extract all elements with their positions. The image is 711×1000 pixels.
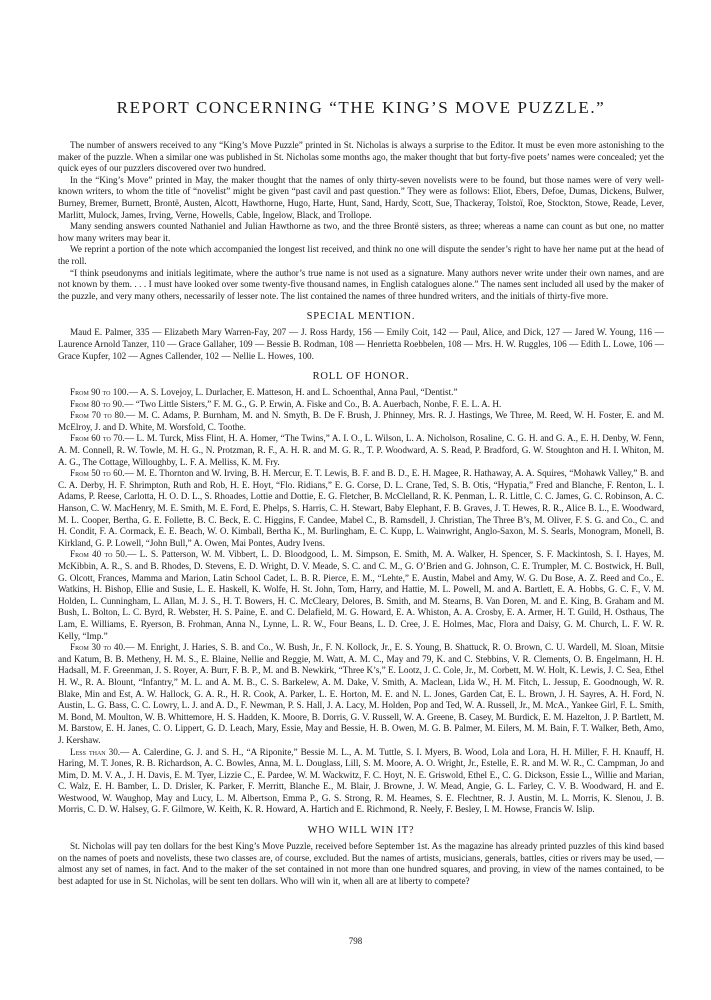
intro-paragraph-3: Many sending answers counted Nathaniel and Julian Hawthorne as two, and the three Brontë sisters, as three; whereas a name can count as but one, no matter how many writers may bear it. bbox=[58, 221, 664, 243]
roll-group-label: From 60 to 70. bbox=[70, 433, 125, 444]
page bbox=[58, 98, 664, 887]
special-mention-heading: SPECIAL MENTION. bbox=[306, 311, 416, 323]
roll-group bbox=[58, 387, 664, 399]
roll-group-label: Less than 30. bbox=[70, 746, 121, 757]
intro-paragraph-4: We reprint a portion of the note which accompanied the longest list received, and think no one will dispute the sender’s right to have her name put at the head of the roll. bbox=[58, 244, 664, 266]
roll-group bbox=[58, 433, 664, 468]
who-will-win-text: St. Nicholas will pay ten dollars for the best King’s Move Puzzle, received before September 1st. As the magazine has already printed puzzles of this kind based on the names of poets and novelists, these two classes are, of course, excluded. But the names of artists, musicians, generals, battles, cities or rivers may be used, — almost any set of names, in fact. And to the maker of the set contained in not more than one hundred squares, and proving, in view of the names contained, to be best adapted for use in St. Nicholas, will be sent ten dollars. Who will win it, when all are at liberty to compete? bbox=[58, 841, 664, 886]
roll-group bbox=[58, 468, 664, 549]
roll-group bbox=[58, 410, 664, 433]
roll-group bbox=[58, 642, 664, 746]
page-number: 798 bbox=[348, 936, 363, 946]
roll-group-text: — L. M. Turck, Miss Flint, H. A. Homer, “The Twins,” A. I. O., L. Wilson, L. A. Nicholson, Rosaline, C. G. H. and G. A., E. H. Denby, W. Fenn, A. M. Connell, R. W. Towle, M. H. G., N. Protzman, R. F., A. H. R. and M. G. R., T. P. Woodward, A. S. Read, P. Bradford, G. W. Stoughton and H. I. Whiton, M. A. G., The Cottage, Willoughby, L. F. A. Melliss, K. M. Fry. bbox=[58, 433, 665, 467]
special-mention-text: Maud E. Palmer, 335 — Elizabeth Mary Warren-Fay, 207 — J. Ross Hardy, 156 — Emily Coit, 142 — Paul, Alice, and Dick, 127 — Jared W. Young, 116 — Laurence Arnold Tanzer, 110 — Grace Gallaher, 109 — Bessie B. Rodman, 108 — Henrietta Roebbelen, 108 — Mrs. H. W. Ruggles, 106 — Edith L. Lowe, 106 — Grace Kupfer, 102 — Agnes Callender, 102 — Nellie L. Howes, 100. bbox=[58, 327, 664, 361]
roll-group-text: — A. S. Lovejoy, L. Durlacher, E. Matteson, H. and L. Schoenthal, Anna Paul, “Dentist.” bbox=[128, 387, 458, 398]
roll-group-label: From 30 to 40. bbox=[70, 642, 126, 653]
intro-section bbox=[58, 140, 664, 302]
roll-group-text: — M. Enright, J. Haries, S. B. and Co., W. Bush, Jr., F. N. Kollock, Jr., E. S. Young, B. Shattuck, R. O. Brown, C. U. Wardell, M. Sloan, Mitsie and Katum, B. B. Metheny, H. M. S., E. Blaine, Nellie and Reggie, M. Watt, A. M. C., May and 79, K. and C. Stebbins, V. R. Clements, O. B. Engelmann, H. H. Hadsall, M. F. Greenman, J. S. Royer, A. Burr, F. B. P., M. and B. Newkirk, “Three K’s,” E. Lootz, J. C. Cole, Jr., M. Corbett, M. W. Holt, K. Lewis, J. C. Sea, Ethel H. W., R. A. Blount, “Infantry,” M. L. and A. M. B., C. S. Barkelew, A. M. Dake, V. Smith, A. Maclean, Lida W., H. M. Fitch, L. Jessup, E. Goodnough, W. R. Blake, Min and Est, A. W. Hallock, G. A. R., H. R. Cook, A. Parker, L. E. Horton, M. E. and N. L. Jones, Garden Cat, E. L. Brown, J. H. Sayres, A. H. Ford, N. Austin, L. G. Bass, C. C. Lowry, L. J. and A. D., F. Newman, P. S. Hall, J. A. Lacy, M. Holden, Pop and Ted, W. A. Russell, Jr., M. McA., Yankee Girl, F. L. Smith, M. Bond, M. Moulton, W. B. Whittemore, H. S. Hadden, K. Moore, B. Dorris, G. V. Russell, W. A. Greene, B. Casey, M. Burdick, E. M. Hazelton, J. P. Bartlett, M. M. Barstow, E. H. Janes, C. O. Lippert, G. D. Leach, Mary, Essie, May and Bessie, H. B. Owen, M. G. B. Palmer, M. Eilers, M. M. Bain, F. T. Walker, Beth, Amo, J. Kershaw. bbox=[58, 642, 665, 745]
roll-group-text: — A. Calerdine, G. J. and S. H., “A Riponite,” Bessie M. L., A. M. Tuttle, S. I. Myers, B. Wood, Lola and Lora, H. H. Miller, F. H. Knauff, H. Haring, M. T. Jones, R. B. Richardson, A. C. Bowles, Anna, M. L. Douglass, Lill, S. M. Moore, A. O. Wright, Jr., Estelle, E. R. and M. W. R., C. Campman, Jo and Mim, D. M. V. A., J. H. Davis, E. M. Tyer, Lizzie C., E. Pardee, W. M. Wackwitz, F. C. Hoyt, N. E. Griswold, Ethel E., C. G. Dickson, Essie L., Willie and Marian, C. Walz, E. H. Bamber, L. D. Drisler, K. Parker, F. Merritt, Blanche E., M. Blair, J. Browne, J. W. Mead, Angie, G. L. Farley, C. V. B. Woodward, H. and E. Westwood, W. Waughop, May and Lucy, L. M. Albertson, Emma P., G. S. Strong, R. M. Heames, S. E. Flechtner, R. J. Austin, M. L. Morris, K. Slenou, J. B. Morris, C. D. W. Halsey, G. F. Gilmore, W. Keith, K. R. Howard, A. Hartich and E. Richmond, R. Neely, F. Besley, I. M. Howse, Francis W. Islip. bbox=[58, 746, 664, 815]
roll-of-honor-heading: ROLL OF HONOR. bbox=[312, 371, 410, 383]
intro-paragraph-1: The number of answers received to any “King’s Move Puzzle” printed in St. Nicholas is always a surprise to the Editor. It must be even more astonishing to the maker of the puzzle. When a similar one was published in St. Nicholas some months ago, the maker thought that but forty-five poets’ names were concealed; yet the quick eyes of our puzzlers discovered over two hundred. bbox=[58, 140, 664, 174]
roll-group-label: From 90 to 100. bbox=[70, 387, 129, 398]
page-title: REPORT CONCERNING “THE KING’S MOVE PUZZLE.” bbox=[116, 98, 606, 117]
roll-of-honor-list bbox=[58, 387, 664, 816]
roll-group bbox=[58, 399, 664, 411]
roll-group-label: From 70 to 80. bbox=[70, 410, 127, 421]
intro-paragraph-2: In the “King’s Move” printed in May, the maker thought that the names of only thirty-seven novelists were to be found, but those names were of very well-known writers, to whom the title of “novelist” might be given “past cavil and past question.” They were as follows: Eliot, Ebers, Defoe, Dumas, Dickens, Bulwer, Burney, Bremer, Burnett, Brontë, Austen, Alcott, Hawthorne, Hugo, Harte, Hunt, Sand, Hardy, Scott, Sue, Thackeray, Tolstoï, Roe, Stockton, Stowe, Reade, Lever, Marlitt, Mulock, James, Irving, Verne, Howells, Cable, Ingelow, Black, and Trollope. bbox=[58, 174, 664, 220]
roll-group-label: From 80 to 90. bbox=[70, 398, 125, 409]
roll-group bbox=[58, 549, 664, 642]
roll-group-label: From 40 to 50. bbox=[70, 549, 128, 560]
roll-group-label: From 50 to 60. bbox=[70, 468, 125, 479]
intro-paragraph-5: “I think pseudonyms and initials legitimate, where the author’s true name is not used as a signature. Many authors never write under their own names, and are not known by them. . . . I must have looked over some twenty-five thousand names, in English catalogues alone.” The names sent included all used by the maker of the puzzle, and very many others, necessarily of lesser note. The list contained the names of three hundred writers, and the initials of thirty-five more. bbox=[58, 267, 664, 301]
roll-group-text: — M. E. Thornton and W. Irving, B. H. Mercur, E. T. Lewis, B. F. and B. D., E. H. Magee, R. Hathaway, A. A. Squires, “Mohawk Valley,” B. and C. A. Derby, H. F. Shrimpton, Ruth and Rob, H. E. Hoyt, “Flo. Ridians,” E. G. Corse, D. L. Crane, Ted, S. B. Otis, “Hypatia,” Fred and Blanche, F. Renton, L. I. Adams, P. Reese, Carlotta, H. O. D. L., S. Rhoades, Lottie and Dottie, E. G. Fletcher, B. McClelland, R. K. Penman, L. R. Little, C. C. James, G. C. Robinson, A. C. Hanson, C. W. MacHenry, M. E. Smith, M. E. Ford, E. Phelps, S. Harris, C. H. Stewart, Baby Elephant, F. B. Graves, J. T. Hewes, R. R., Alice B. L., E. Woodward, M. L. Cooper, Bertha, G. E. Follette, B. C. Beck, E. C. Higgins, F. Candee, Mabel C., B. Ramsdell, J. Christian, The Three B’s, M. Oliver, F. S. G. and Co., C. and H. Condit, F. A. Cormack, E. E. Beach, W. O. Kimball, Bertha K., M. Burlingham, E. C. Kupp, L. Wainwright, Anglo-Saxon, M. S. Searls, Monogram, Monell, B. Kirkland, G. P. Lowell, “John Bull,” A. Owen, Mai Pontes, Audry Ivens. bbox=[58, 468, 664, 548]
roll-group bbox=[58, 747, 664, 817]
roll-group-text: — M. C. Adams, P. Burnham, M. and N. Smyth, B. De F. Brush, J. Phinney, Mrs. R. J. Hastings, We Three, M. Reed, W. H. Foster, E. and M. McElroy, J. and D. White, M. Worsfold, C. Toothe. bbox=[58, 410, 664, 432]
roll-group-text: — “Two Little Sisters,” F. M. G., G. P. Erwin, A. Fiske and Co., B. A. Auerbach, Nonbe, F. E. L. A. H. bbox=[124, 398, 502, 409]
who-will-win-heading: WHO WILL WIN IT? bbox=[307, 825, 415, 837]
roll-group-text: — L. S. Patterson, W. M. Vibbert, L. D. Bloodgood, L. M. Simpson, E. Smith, M. A. Walker, H. Spencer, S. F. Mackintosh, S. I. Hayes, M. McKibbin, A. R., S. and B. Rhodes, D. Stevens, E. D. Wright, D. V. Meade, S. C. and C. M., G. O’Brien and G. Johnson, C. E. Trumpler, M. C. Bostwick, H. Bull, G. Olcott, Frances, Mamma and Marion, Latin School Cadet, L. B. R. Pierce, E. M., “Lehte,” E. Austin, Mabel and Amy, W. G. Du Bose, A. Z. Reed and Co., E. Watkins, H. Bishop, Ellie and Susie, L. E. Haskell, K. Wolfe, H. St. John, Tom, Harry, and Hattie, M. L. Powell, M. and A. Bartlett, E. A. Hobbs, G. C. F., V. M. Holden, L. Cunningham, L. Allan, M. J. S., H. T. Bowers, H. C. McCleary, Delores, B. Smith, and M. Stearns, B. Van Doren, M. and E. King, B. Graham and M. Bush, L. Bolton, L. C. Byrd, R. Webster, H. S. Paine, E. and C. Delafield, M. G. Howard, E. A. Whiston, A. A. Crosby, E. A. Armer, H. T. Guild, H. Osthaus, The Lam, E. Williams, E. Ryerson, B. Frohman, Anna N., Lynne, L. R. W., Four Beans, L. D. Cree, J. E. Holmes, Mac, Flora and Daisy, G. M. Church, L. F. W. R. Kelly, “Imp.” bbox=[58, 549, 665, 641]
